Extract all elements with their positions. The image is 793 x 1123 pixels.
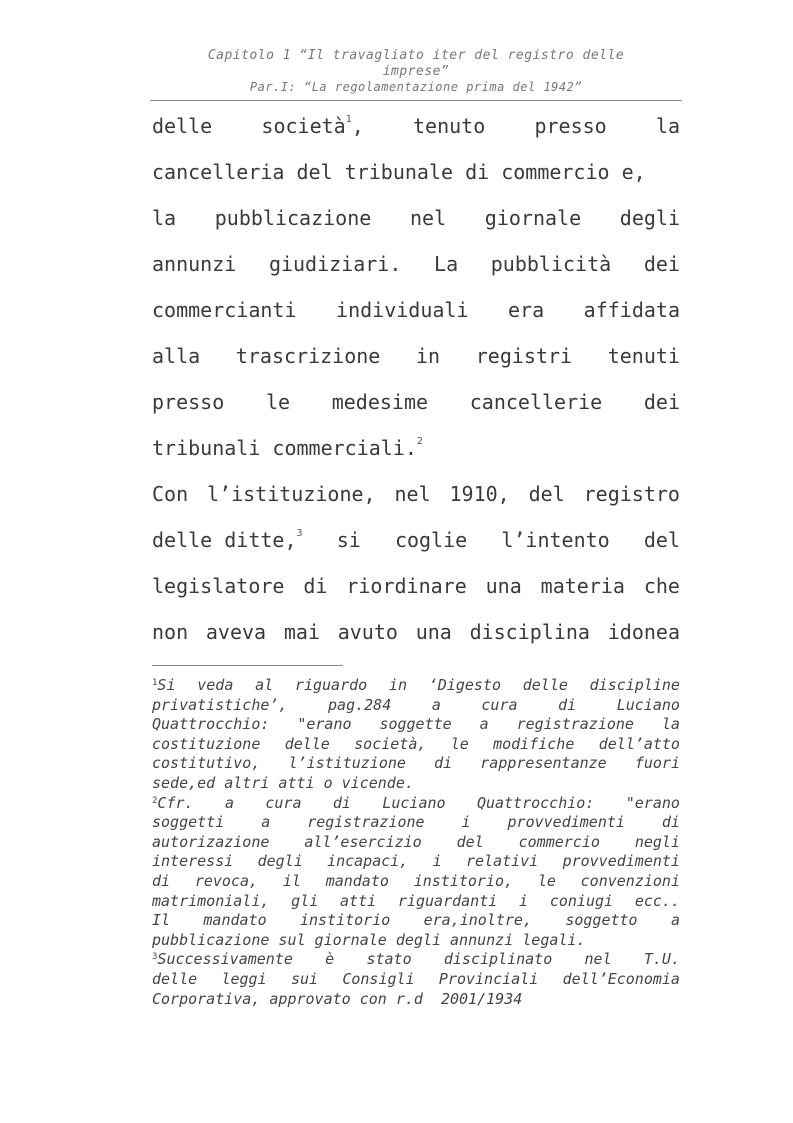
word: idonea [607,620,680,644]
word: delle [152,114,213,138]
word: all’esercizio [304,832,422,851]
word: cura [265,793,302,812]
word: negli [634,832,680,851]
word: legislatore [152,574,285,598]
word: degli [257,852,303,871]
word: alla [152,344,201,368]
word: soggetto [565,911,638,930]
word: pubblicazione [214,206,372,230]
word: a [670,911,680,930]
word: Luciano [382,793,446,812]
word: del [456,832,484,851]
word: registri [475,344,573,368]
running-header [150,48,682,95]
footnote-number: 2 [152,795,158,806]
footnotes [152,676,680,1009]
text-line [152,563,680,609]
word: 1910, [449,482,510,506]
word: le [537,871,556,890]
word: modifiche [493,734,575,753]
word: degli [619,206,680,230]
word: mai [283,620,320,644]
word: atti [340,891,377,910]
word: privatistiche’, [152,695,288,714]
word: al [255,676,274,694]
footnote-1 [152,676,680,696]
word: institorio [299,911,391,930]
word: delle [284,734,330,753]
footnote-line [152,715,680,735]
word: revoca, [194,871,259,890]
word: tenuti [607,344,680,368]
word: Con [152,482,189,506]
word: Cfr. [157,793,194,812]
word: commercianti [152,298,297,322]
footnote-line [152,735,680,755]
word: , [351,114,364,138]
footnote-line [152,872,680,892]
text-line [152,517,680,563]
footnote-line: Corporativa, approvato con r.d 2001/1934 [152,989,523,1008]
word: a [261,813,271,832]
word: è [325,950,335,969]
word: aveva [205,620,267,644]
word: riguardo [294,676,368,694]
word: giornale [484,206,582,230]
word: di [558,695,577,714]
word: nel [394,482,431,506]
word: costituzione [152,734,261,753]
word: soggette [379,715,452,734]
word: dei [643,390,680,414]
footnote-3 [152,950,680,970]
header-chapter-title: Capitolo 1 “Il travagliato iter del registro delle [207,48,625,63]
word: presso [534,114,607,138]
word: il [282,871,301,890]
word: non [152,620,189,644]
word: cancellerie [469,390,603,414]
word [152,517,303,563]
header-paragraph-title [150,80,682,95]
word: riordinare [346,574,467,598]
word: in [388,676,407,694]
word: del [643,528,680,552]
header-paragraph-text: : “La regolamentazione prima del 1942” [288,80,583,94]
word: la [655,114,680,138]
word: delle ditte, [152,528,297,552]
word: convenzioni [580,871,680,890]
word: La [434,252,459,276]
word: trascrizione [235,344,381,368]
word: presso [152,390,225,414]
footnote-line [152,911,680,931]
word: una [415,620,452,644]
footnote-2 [152,794,680,814]
word: in [415,344,441,368]
word: l’intento [501,528,610,552]
word: a [224,793,234,812]
word: che [643,574,680,598]
text-line: cancelleria del tribunale di commercio e, [152,160,646,184]
footnote-line: sede,ed altri atti o vicende. [152,773,414,792]
word: soggetti [152,813,225,832]
word: institorio, [413,871,514,890]
word: incapaci, [327,852,409,871]
footnote-ref-2[interactable]: 2 [416,436,423,447]
text-line [152,471,680,517]
footnote-line: pubblicazione sul giornale degli annunzi legali. [152,930,586,949]
word: si [336,528,361,552]
word: T.U. [643,950,680,969]
word: nel [409,206,447,230]
word: provvedimenti [507,813,625,832]
word: gli [291,891,319,910]
word: dell’Economia [562,969,680,988]
word: relativi [466,852,539,871]
text-line [152,425,680,471]
word: rappresentanze [480,754,607,773]
word: "erano [625,793,680,812]
word: Si [157,676,176,694]
word: disciplinato [443,950,553,969]
text-line [152,195,680,241]
word: i [432,852,442,871]
text-line [152,379,680,425]
word: era,inoltre, [423,911,532,930]
word: registrazione [307,813,425,832]
word: cura [481,695,518,714]
word: giudiziari. [268,252,402,276]
word: le [450,734,469,753]
word: annunzi [152,252,237,276]
word: "erano [297,715,352,734]
text-line [152,287,680,333]
header-divider [150,100,682,101]
word: ecc.. [634,891,680,910]
word: delle [152,969,198,988]
text-line [152,241,680,287]
word: di [661,813,680,832]
word: nel [584,950,612,969]
footnote-line [152,970,680,990]
word: delle [522,676,568,694]
word: mandato [203,911,267,930]
word: Provinciali [438,969,539,988]
word: dei [643,252,680,276]
word: le [265,390,291,414]
word: riguardanti [397,891,498,910]
main-text [152,103,680,655]
word: di [303,574,328,598]
word: Luciano [616,695,680,714]
footnote-separator [152,665,343,666]
word: mandato [325,871,389,890]
word: materia [540,574,625,598]
text-line [152,609,680,655]
word: tribunali commerciali. [152,436,417,460]
word: matrimoniali, [152,891,270,910]
footnote-line [152,813,680,833]
header-chapter-title-cont: imprese” [382,64,450,79]
word: Consigli [342,969,415,988]
footnote-number: 1 [152,678,158,688]
footnote-number: 3 [152,952,158,963]
word: stato [366,950,412,969]
word: i [519,891,529,910]
word: a [479,715,489,734]
word: l’istituzione, [207,482,376,506]
word: medesime [331,390,429,414]
footnote-line [152,892,680,912]
footnote-ref-3[interactable]: 3 [296,528,303,539]
word: sui [290,969,319,988]
word: pubblicità [490,252,612,276]
word: leggi [221,969,267,988]
text-line [152,103,680,149]
word: coglie [394,528,468,552]
word: di [434,754,453,773]
footnote-line [152,696,680,716]
header-paragraph-label: Par.I [249,80,289,94]
word: Quattrocchio: [476,793,595,812]
word: avuto [337,620,398,644]
word: Quattrocchio: [152,715,270,734]
word: coniugi [549,891,614,910]
word: Successivamente [157,950,293,969]
footnote-line [152,754,680,774]
word: a [431,695,441,714]
word: era [508,298,545,322]
word: di [332,793,351,812]
text-line [152,333,680,379]
word: discipline [589,676,680,694]
word: fuori [634,754,680,773]
word: del [528,482,565,506]
word: i [461,813,471,832]
word: di [152,871,171,890]
word: la [152,206,177,230]
word: la [661,715,680,734]
word: società, [354,734,427,753]
word: commercio [518,832,600,851]
word: Il [152,911,171,930]
word: società [261,114,346,138]
footnote-ref-1[interactable]: 1 [345,114,352,125]
word: costitutivo, [152,754,261,773]
word: disciplina [469,620,590,644]
word: pag.284 [328,695,392,714]
word [261,103,363,149]
word: veda [197,676,234,694]
word: tenuto [413,114,486,138]
word: individuali [336,298,469,322]
word: l’istituzione [288,754,406,773]
word: registrazione [516,715,634,734]
word: una [485,574,522,598]
word: registro [583,482,680,506]
word: autorizazione [152,832,270,851]
word: dell’atto [598,734,680,753]
word: ‘Digesto [428,676,501,694]
word: interessi [152,852,234,871]
word: affidata [583,298,680,322]
footnote-line [152,833,680,853]
word: provvedimenti [562,852,680,871]
footnote-line [152,852,680,872]
